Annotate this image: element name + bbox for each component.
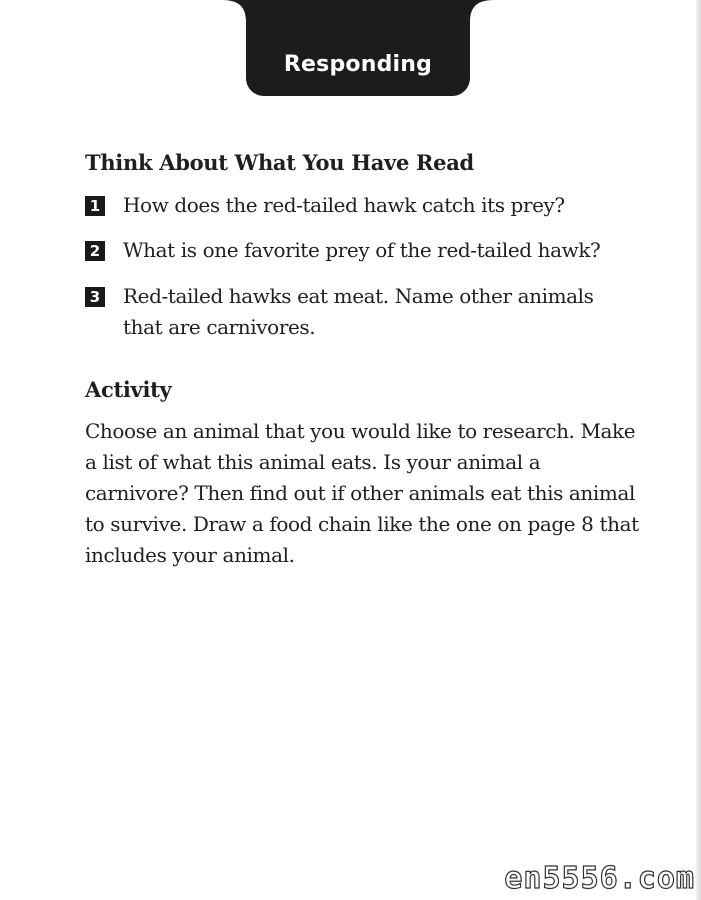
question-number-badge: 3 xyxy=(85,287,105,307)
activity-heading: Activity xyxy=(85,377,172,402)
question-text: What is one favorite prey of the red-tailed hawk? xyxy=(123,238,601,262)
question-number-badge: 2 xyxy=(85,241,105,261)
responding-tab xyxy=(222,0,494,96)
question-item xyxy=(85,190,645,221)
question-text: How does the red-tailed hawk catch its prey? xyxy=(123,193,565,217)
activity-text: Choose an animal that you would like to research. Make a list of what this animal eats. Is your animal a carnivore? Then find out if other animals eat this animal to survive. Draw a food chain like the one on page 8 that includes your animal. xyxy=(85,419,639,567)
question-item xyxy=(85,281,625,343)
tab-shape xyxy=(222,0,494,96)
question-text: Red-tailed hawks eat meat. Name other animals that are carnivores. xyxy=(123,284,594,339)
page-edge-shadow xyxy=(696,0,701,900)
question-number-badge: 1 xyxy=(85,196,105,216)
tab-title: Responding xyxy=(283,52,433,77)
site-watermark: en5556.com xyxy=(504,861,695,896)
question-item xyxy=(85,235,645,266)
think-about-heading: Think About What You Have Read xyxy=(85,150,474,175)
